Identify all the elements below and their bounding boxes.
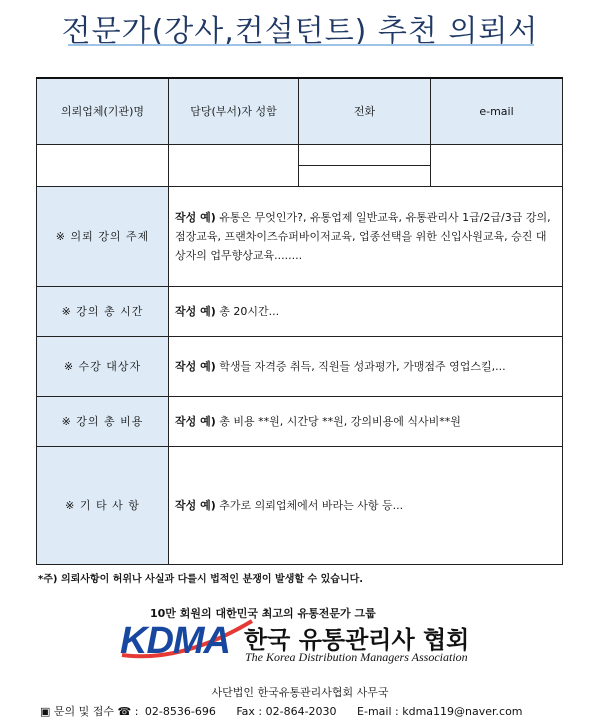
- contact-line: [40, 703, 526, 719]
- topic-content-cell[interactable]: 작성 예) 유통은 무엇인가?, 유통업제 일반교육, 유통관리사 1급/2급/3급 강의, 점장교육, 프랜차이즈슈퍼바이저교육, 업종선택을 위한 신입사원교육, 승진 대상자의 업무향상교육........: [169, 186, 563, 286]
- office-name: 사단법인 한국유통관리사협회 사무국: [211, 686, 389, 699]
- org-name-korean: 한국 유통관리사 협회: [244, 626, 470, 654]
- label-hours: ※ 강의 총 시간: [37, 286, 169, 336]
- phone-input-cell-2[interactable]: [299, 165, 431, 186]
- header-row: [37, 78, 563, 144]
- header-phone: 전화: [299, 78, 431, 144]
- other-content-cell[interactable]: 작성 예) 추가로 의뢰업체에서 바라는 사항 등...: [169, 446, 563, 564]
- header-contact-person: 담당(부서)자 성함: [169, 78, 299, 144]
- form-row-other: [37, 446, 563, 564]
- label-topic: ※ 의뢰 강의 주제: [37, 186, 169, 286]
- org-name-english: The Korea Distribution Managers Association: [245, 650, 468, 664]
- form-row-audience: [37, 336, 563, 396]
- label-cost: ※ 강의 총 비용: [37, 396, 169, 446]
- request-form-table: [36, 77, 563, 565]
- legal-note: *주) 의뢰사항이 허위나 사실과 다를시 법적인 분쟁이 발생할 수 있습니다.: [38, 574, 364, 585]
- audience-content-cell[interactable]: 작성 예) 학생들 자격증 취득, 직원들 성과평가, 가맹점주 영업스킬,...: [169, 336, 563, 396]
- email-input-cell[interactable]: [431, 144, 563, 186]
- header-email: e-mail: [431, 78, 563, 144]
- contact-person-input-cell[interactable]: [169, 144, 299, 186]
- form-row-cost: [37, 396, 563, 446]
- form-row-topic: [37, 186, 563, 286]
- email-address[interactable]: E-mail : kdma119@naver.com: [357, 705, 523, 718]
- form-row-hours: [37, 286, 563, 336]
- hours-content-cell[interactable]: 작성 예) 총 20시간...: [169, 286, 563, 336]
- kdma-logo: KDMA: [120, 620, 230, 662]
- cost-content-cell[interactable]: 작성 예) 총 비용 **원, 시간당 **원, 강의비용에 식사비**원: [169, 396, 563, 446]
- company-input-cell[interactable]: [37, 144, 169, 186]
- label-audience: ※ 수강 대상자: [37, 336, 169, 396]
- phone-input-cell-1[interactable]: [299, 144, 431, 165]
- fax-number: Fax : 02-864-2030: [236, 705, 337, 718]
- page-title: 전문가(강사,컨설턴트) 추천 의뢰서: [61, 14, 539, 49]
- header-company: 의뢰업체(기관)명: [37, 78, 169, 144]
- phone-number: 02-8536-696: [144, 705, 216, 718]
- contact-label: ▣ 문의 및 접수 ☎ :: [40, 705, 139, 718]
- title-underline: [68, 44, 534, 46]
- association-tagline: 10만 회원의 대한민국 최고의 유통전문가 그룹: [150, 607, 376, 620]
- label-other: ※ 기 타 사 항: [37, 446, 169, 564]
